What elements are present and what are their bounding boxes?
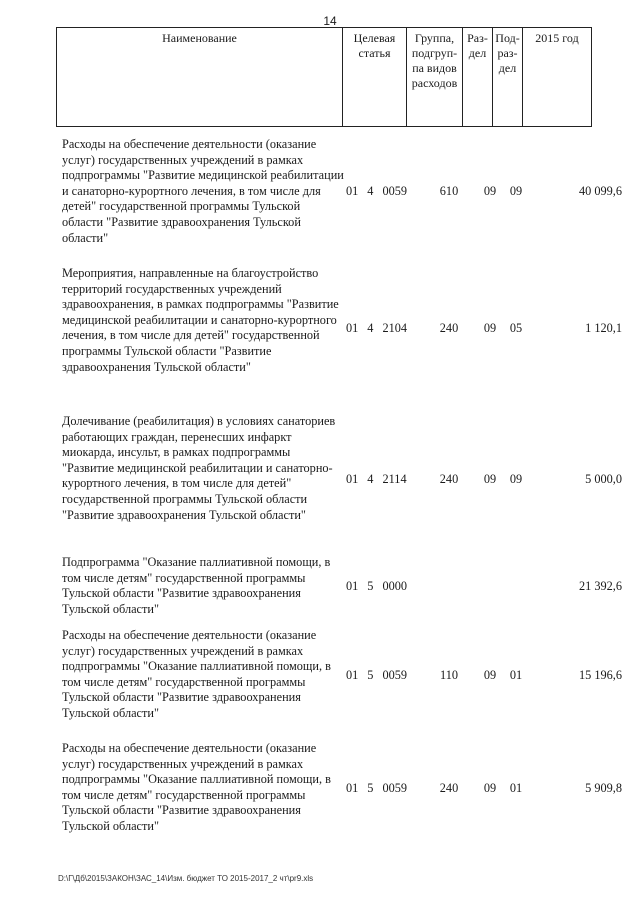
cs-direction: 0059 [382,781,408,795]
table-row [62,414,622,554]
row-amount: 5 000,0 [585,472,622,486]
cs-direction: 0059 [382,184,408,198]
header-target-line: Целевая [353,31,396,45]
cs-program: 01 [346,668,359,682]
header-expense-group [407,28,463,126]
row-group: 240 [439,321,459,335]
header-subsection-line: дел [498,61,517,75]
cs-subprogram: 5 [367,579,374,593]
cs-subprogram: 5 [367,668,374,682]
row-group: 610 [439,184,459,198]
header-section-line: Раз- [467,31,488,45]
header-group-line: подгруп- [411,46,458,60]
cs-program: 01 [346,321,359,335]
row-target-article [346,668,418,684]
cs-direction: 0059 [382,668,408,682]
header-group-line: Группа, [414,31,455,45]
row-name: Расходы на обеспечение деятельности (оказание услуг) государственных учреждений в рамках подпрограммы "Оказание паллиативной помощи, в том числе детям" государственной программы Тульской области "Развитие здравоохранения Тульской области" [62,741,331,833]
header-name-label: Наименование [162,31,237,45]
cs-program: 01 [346,781,359,795]
row-subsection: 01 [509,781,523,795]
row-amount: 40 099,6 [578,184,622,198]
row-group: 110 [440,668,458,682]
row-target-article [346,472,418,488]
row-section: 09 [483,668,497,682]
row-name: Расходы на обеспечение деятельности (оказание услуг) государственных учреждений в рамках подпрограммы "Развитие медицинской реабилитации и санаторно-курортного лечения, в том числе для детей" государственной программы Тульской области "Развитие здравоохранения Тульской области" [62,137,344,245]
header-subsection [493,28,523,126]
table-row [62,137,622,262]
header-group-line: расходов [411,76,458,90]
page-number: 14 [323,14,337,28]
row-target-article [346,321,418,337]
row-subsection: 05 [509,321,523,335]
row-group: 240 [439,781,459,795]
row-target-article [346,781,418,797]
header-subsection-line: Под- [495,31,520,45]
table-header [56,27,592,127]
row-amount: 5 909,8 [585,781,622,795]
table-row [62,741,622,841]
table-row [62,628,622,728]
cs-subprogram: 4 [367,472,374,486]
header-group-line: па видов [412,61,457,75]
row-amount: 21 392,6 [578,579,622,593]
row-amount: 1 120,1 [585,321,622,335]
row-name: Мероприятия, направленные на благоустройство территорий государственных учреждений здравоохранения, в рамках подпрограммы "Развитие медицинской реабилитации и санаторно-курортного лечения, в том числе для детей" государственной программы Тульской области "Развитие здравоохранения Тульской области" [62,266,339,374]
row-section: 09 [483,472,497,486]
header-target-line: статья [358,46,391,60]
row-name: Долечивание (реабилитация) в условиях санаториев работающих граждан, перенесших инфаркт миокарда, инсульт, в рамках подпрограммы "Развитие медицинской реабилитации и санаторно-курортного лечения, в том числе для детей" государственной программы Тульской области "Развитие здравоохранения Тульской области" [62,414,336,522]
row-section: 09 [483,321,497,335]
row-subsection: 09 [509,472,523,486]
header-name [57,28,343,126]
cs-program: 01 [346,184,359,198]
header-year: 2015 год [535,31,579,45]
table-row [62,266,622,406]
row-name: Подпрограмма "Оказание паллиативной помощи, в том числе детям" государственной программы Тульской области "Развитие здравоохранения Тульской области" [62,555,331,616]
cs-direction: 0000 [382,579,408,593]
row-subsection: 01 [509,668,523,682]
row-name: Расходы на обеспечение деятельности (оказание услуг) государственных учреждений в рамках подпрограммы "Оказание паллиативной помощи, в том числе детям" государственной программы Тульской области "Развитие здравоохранения Тульской области" [62,628,331,720]
cs-subprogram: 4 [367,321,374,335]
header-section-line: дел [468,46,487,60]
row-section: 09 [483,781,497,795]
cs-direction: 2114 [382,472,407,486]
row-group: 240 [439,472,459,486]
file-path-footer: D:\Г\Дб\2015\ЗАКОН\ЗАС_14\Изм. бюджет ТО 2015-2017_2 чт\pr9.xls [58,874,314,883]
header-target-article [343,28,407,126]
cs-subprogram: 5 [367,781,374,795]
header-subsection-line: раз- [497,46,518,60]
row-target-article [346,184,418,200]
table-row [62,555,622,623]
header-section [463,28,493,126]
row-amount: 15 196,6 [578,668,622,682]
row-target-article [346,579,418,595]
row-subsection: 09 [509,184,523,198]
cs-program: 01 [346,472,359,486]
cs-direction: 2104 [382,321,408,335]
row-section: 09 [483,184,497,198]
cs-subprogram: 4 [367,184,374,198]
cs-program: 01 [346,579,359,593]
